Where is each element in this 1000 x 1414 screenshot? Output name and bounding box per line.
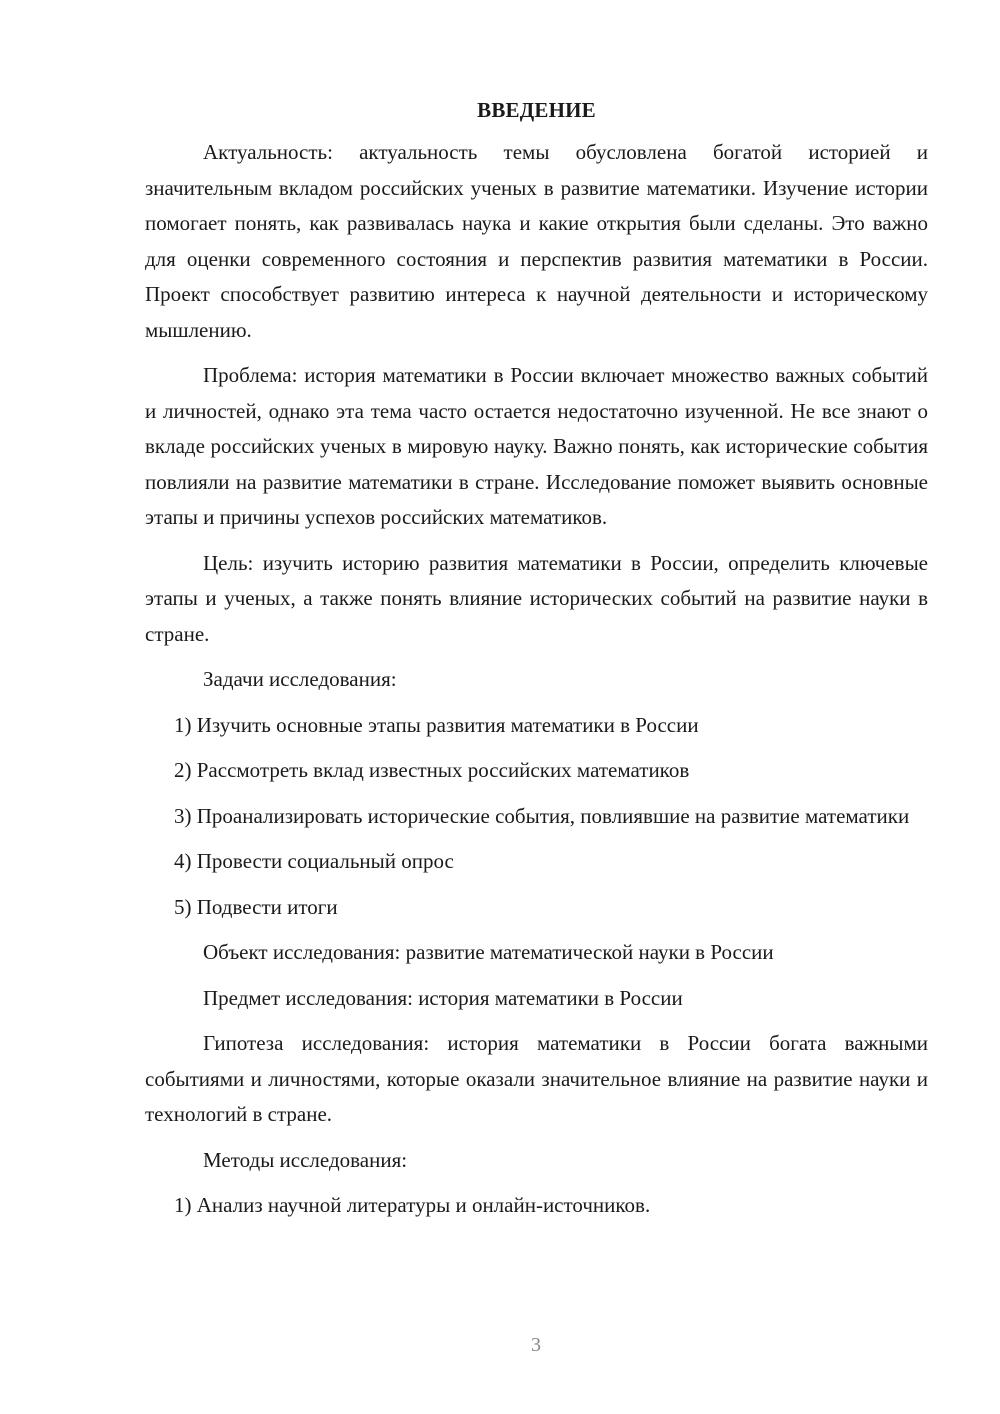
section-title: ВВЕДЕНИЕ (477, 98, 596, 122)
hypothesis-paragraph: Гипотеза исследования: история математики в России богата важными событиями и личностями, которые оказали значительное влияние на развитие науки и технологий в стране. (145, 1031, 928, 1126)
task-item: 4) Провести социальный опрос (174, 849, 454, 873)
methods-heading: Методы исследования: (203, 1147, 408, 1172)
page-number: 3 (531, 1334, 541, 1356)
subject-paragraph: Предмет исследования: история математики в России (203, 985, 683, 1010)
tasks-heading: Задачи исследования: (203, 667, 397, 691)
task-item: 3) Проанализировать исторические события, повлиявшие на развитие математики (174, 803, 910, 828)
problem-paragraph: Проблема: история математики в России включает множество важных событий и личностей, однако эта тема часто остается недостаточно изученной. Не все знают о вкладе российских ученых в мировую науку. Важно понять, как исторические события повлияли на развитие математики в стране. Исследование поможет выявить основные этапы и причины успехов российских математиков. (145, 363, 928, 529)
task-item: 5) Подвести итоги (174, 894, 338, 919)
task-item: 2) Рассмотреть вклад известных российских математиков (174, 758, 690, 782)
goal-paragraph: Цель: изучить историю развития математики в России, определить ключевые этапы и ученых, а также понять влияние исторических событий на развитие науки в стране. (145, 550, 928, 646)
relevance-paragraph: Актуальность: актуальность темы обусловлена богатой историей и значительным вкладом российских ученых в развитие математики. Изучение истории помогает понять, как развивалась наука и какие открытия были сделаны. Это важно для оценки современного состояния и перспектив развития математики в России. Проект способствует развитию интереса к научной деятельности и историческому мышлению. (145, 140, 928, 342)
task-item: 1) Изучить основные этапы развития математики в России (174, 712, 699, 737)
document-page (145, 95, 928, 1234)
method-item: 1) Анализ научной литературы и онлайн-источников. (174, 1193, 651, 1217)
object-paragraph: Объект исследования: развитие математической науки в России (203, 940, 774, 964)
